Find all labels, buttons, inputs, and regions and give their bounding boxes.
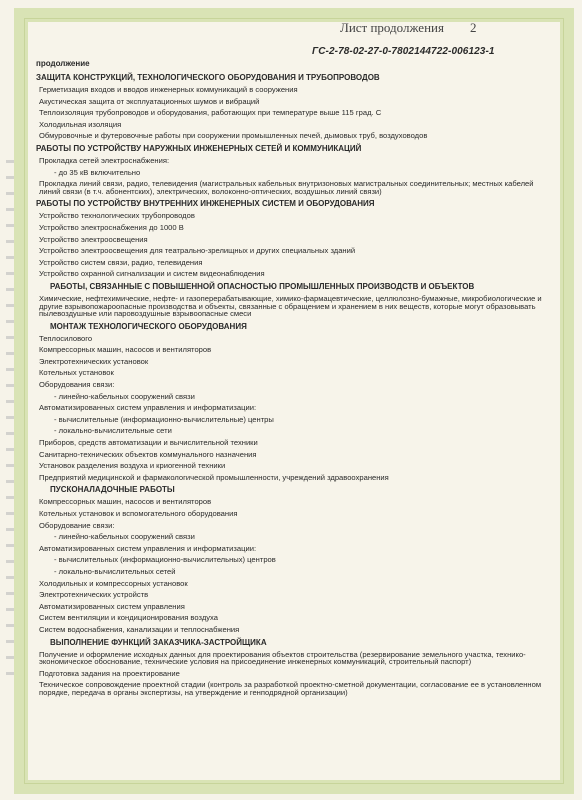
list-item: Компрессорных машин, насосов и вентиляторов bbox=[39, 345, 212, 355]
list-item: Холодильных и компрессорных установок bbox=[39, 578, 188, 588]
list-item: Акустическая защита от эксплуатационных шумов и вибраций bbox=[39, 96, 260, 106]
list-item: Оборудования связи: bbox=[39, 380, 115, 390]
list-item: Прокладка линий связи, радио, телевидения (магистральных кабельных внутризоновых магистральных соединительных; местных кабелей линий связи (в т.ч. абонентских), электрических, волоконно-оптических, воздушных линий связи) bbox=[39, 179, 534, 196]
list-item: Теплоизоляция трубопроводов и оборудования, работающих при температуре выше 115 град. С bbox=[39, 108, 382, 118]
list-item: Устройство охранной сигнализации и систем видеонаблюдения bbox=[39, 269, 265, 279]
section-heading: МОНТАЖ ТЕХНОЛОГИЧЕСКОГО ОБОРУДОВАНИЯ bbox=[50, 321, 247, 331]
list-item: Санитарно-технических объектов коммунального назначения bbox=[39, 449, 257, 459]
list-item: Устройство систем связи, радио, телевидения bbox=[39, 257, 203, 267]
section-heading: ВЫПОЛНЕНИЕ ФУНКЦИЙ ЗАКАЗЧИКА-ЗАСТРОЙЩИКА bbox=[50, 637, 267, 647]
list-item: Автоматизированных систем управления и информатизации: bbox=[39, 543, 257, 553]
sub-item: - линейно-кабельных сооружений связи bbox=[54, 532, 195, 542]
list-item: Электротехнических установок bbox=[39, 356, 149, 366]
sheet-label: Лист продолжения bbox=[340, 20, 444, 35]
list-item: Устройство электроснабжения до 1000 В bbox=[39, 222, 184, 232]
document-body bbox=[36, 60, 550, 699]
list-item: Подготовка задания на проектирование bbox=[39, 668, 180, 678]
sub-item: - локально-вычислительные сети bbox=[54, 426, 172, 436]
section-heading: ПУСКОНАЛАДОЧНЫЕ РАБОТЫ bbox=[50, 485, 175, 495]
binding-holes bbox=[6, 160, 14, 680]
sub-item: - линейно-кабельных сооружений связи bbox=[54, 391, 195, 401]
sub-item: - вычислительные (информационно-вычислительные) центры bbox=[54, 414, 274, 424]
list-item: Автоматизированных систем управления и информатизации: bbox=[39, 403, 257, 413]
list-item: Автоматизированных систем управления bbox=[39, 601, 185, 611]
list-item: Котельных установок bbox=[39, 368, 114, 378]
sub-item: - вычислительных (информационно-вычислительных) центров bbox=[54, 555, 276, 565]
list-item: Герметизация входов и вводов инженерных коммуникаций в сооружения bbox=[39, 85, 298, 94]
list-item: Получение и оформление исходных данных для проектирования объектов строительства (резервирование земельного участка, технико-экономическое обоснование, технические условия на присоединение инженерных коммуникаций, строительный паспорт) bbox=[39, 649, 526, 667]
section-heading: ЗАЩИТА КОНСТРУКЦИЙ, ТЕХНОЛОГИЧЕСКОГО ОБОРУДОВАНИЯ И ТРУБОПРОВОДОВ bbox=[36, 73, 380, 82]
section-heading: РАБОТЫ ПО УСТРОЙСТВУ ВНУТРЕННИХ ИНЖЕНЕРНЫХ СИСТЕМ И ОБОРУДОВАНИЯ bbox=[36, 199, 375, 209]
list-item: Электротехнических устройств bbox=[39, 590, 149, 600]
work-list bbox=[36, 71, 550, 699]
list-item: Установок разделения воздуха и криогенной техники bbox=[39, 461, 226, 471]
list-item: Устройство технологических трубопроводов bbox=[39, 211, 195, 221]
list-item: Компрессорных машин, насосов и вентиляторов bbox=[39, 497, 212, 507]
list-item: Устройство электроосвещения bbox=[39, 234, 148, 244]
list-item: Химические, нефтехимические, нефте- и газоперерабатывающие, химико-фармацевтические, целлюлозно-бумажные, микробиологические и другие взрывопожароопасные производства и объекты, связанные с обращением и хранением в них веществ, которые могут образовывать пылевоздушные или паровоздушные взрывоопасные смеси bbox=[39, 293, 542, 319]
registration-number: ГС-2-78-02-27-0-7802144722-006123-1 bbox=[312, 46, 495, 57]
list-item: Техническое сопровождение проектной стадии (контроль за разработкой проектно-сметной документации, согласование ее в установленном порядке, передача в органы экспертизы, на утверждение и генподрядной организации) bbox=[39, 680, 542, 697]
list-item: Обмуровочные и футеровочные работы при сооружении промышленных печей, дымовых труб, воздуховодов bbox=[39, 131, 428, 141]
sheet-heading bbox=[340, 20, 476, 36]
list-item: Теплосилового bbox=[39, 333, 93, 343]
section-heading: РАБОТЫ ПО УСТРОЙСТВУ НАРУЖНЫХ ИНЖЕНЕРНЫХ СЕТЕЙ И КОММУНИКАЦИЙ bbox=[36, 143, 362, 153]
sheet-number: 2 bbox=[469, 20, 477, 35]
list-item: Систем вентиляции и кондиционирования воздуха bbox=[39, 613, 218, 623]
list-item: Котельных установок и вспомогательного оборудования bbox=[39, 509, 238, 518]
list-item: Приборов, средств автоматизации и вычислительной техники bbox=[39, 438, 258, 448]
sub-item: - локально-вычислительных сетей bbox=[54, 566, 176, 576]
list-item: Холодильная изоляция bbox=[39, 119, 122, 129]
section-heading: РАБОТЫ, СВЯЗАННЫЕ С ПОВЫШЕННОЙ ОПАСНОСТЬЮ ПРОМЫШЛЕННЫХ ПРОИЗВОДСТВ И ОБЪЕКТОВ bbox=[50, 281, 475, 291]
list-item: Предприятий медицинской и фармакологической промышленности, учреждений здравоохранения bbox=[39, 472, 389, 482]
list-item: Систем водоснабжения, канализации и теплоснабжения bbox=[39, 624, 240, 634]
list-item: Прокладка сетей электроснабжения: bbox=[39, 155, 170, 165]
list-item: Оборудование связи: bbox=[39, 520, 115, 530]
list-item: Устройство электроосвещения для театрально-зрелищных и других специальных зданий bbox=[39, 246, 356, 256]
continuation-label: продолжение bbox=[36, 59, 90, 68]
sub-item: - до 35 кВ включительно bbox=[54, 167, 141, 177]
